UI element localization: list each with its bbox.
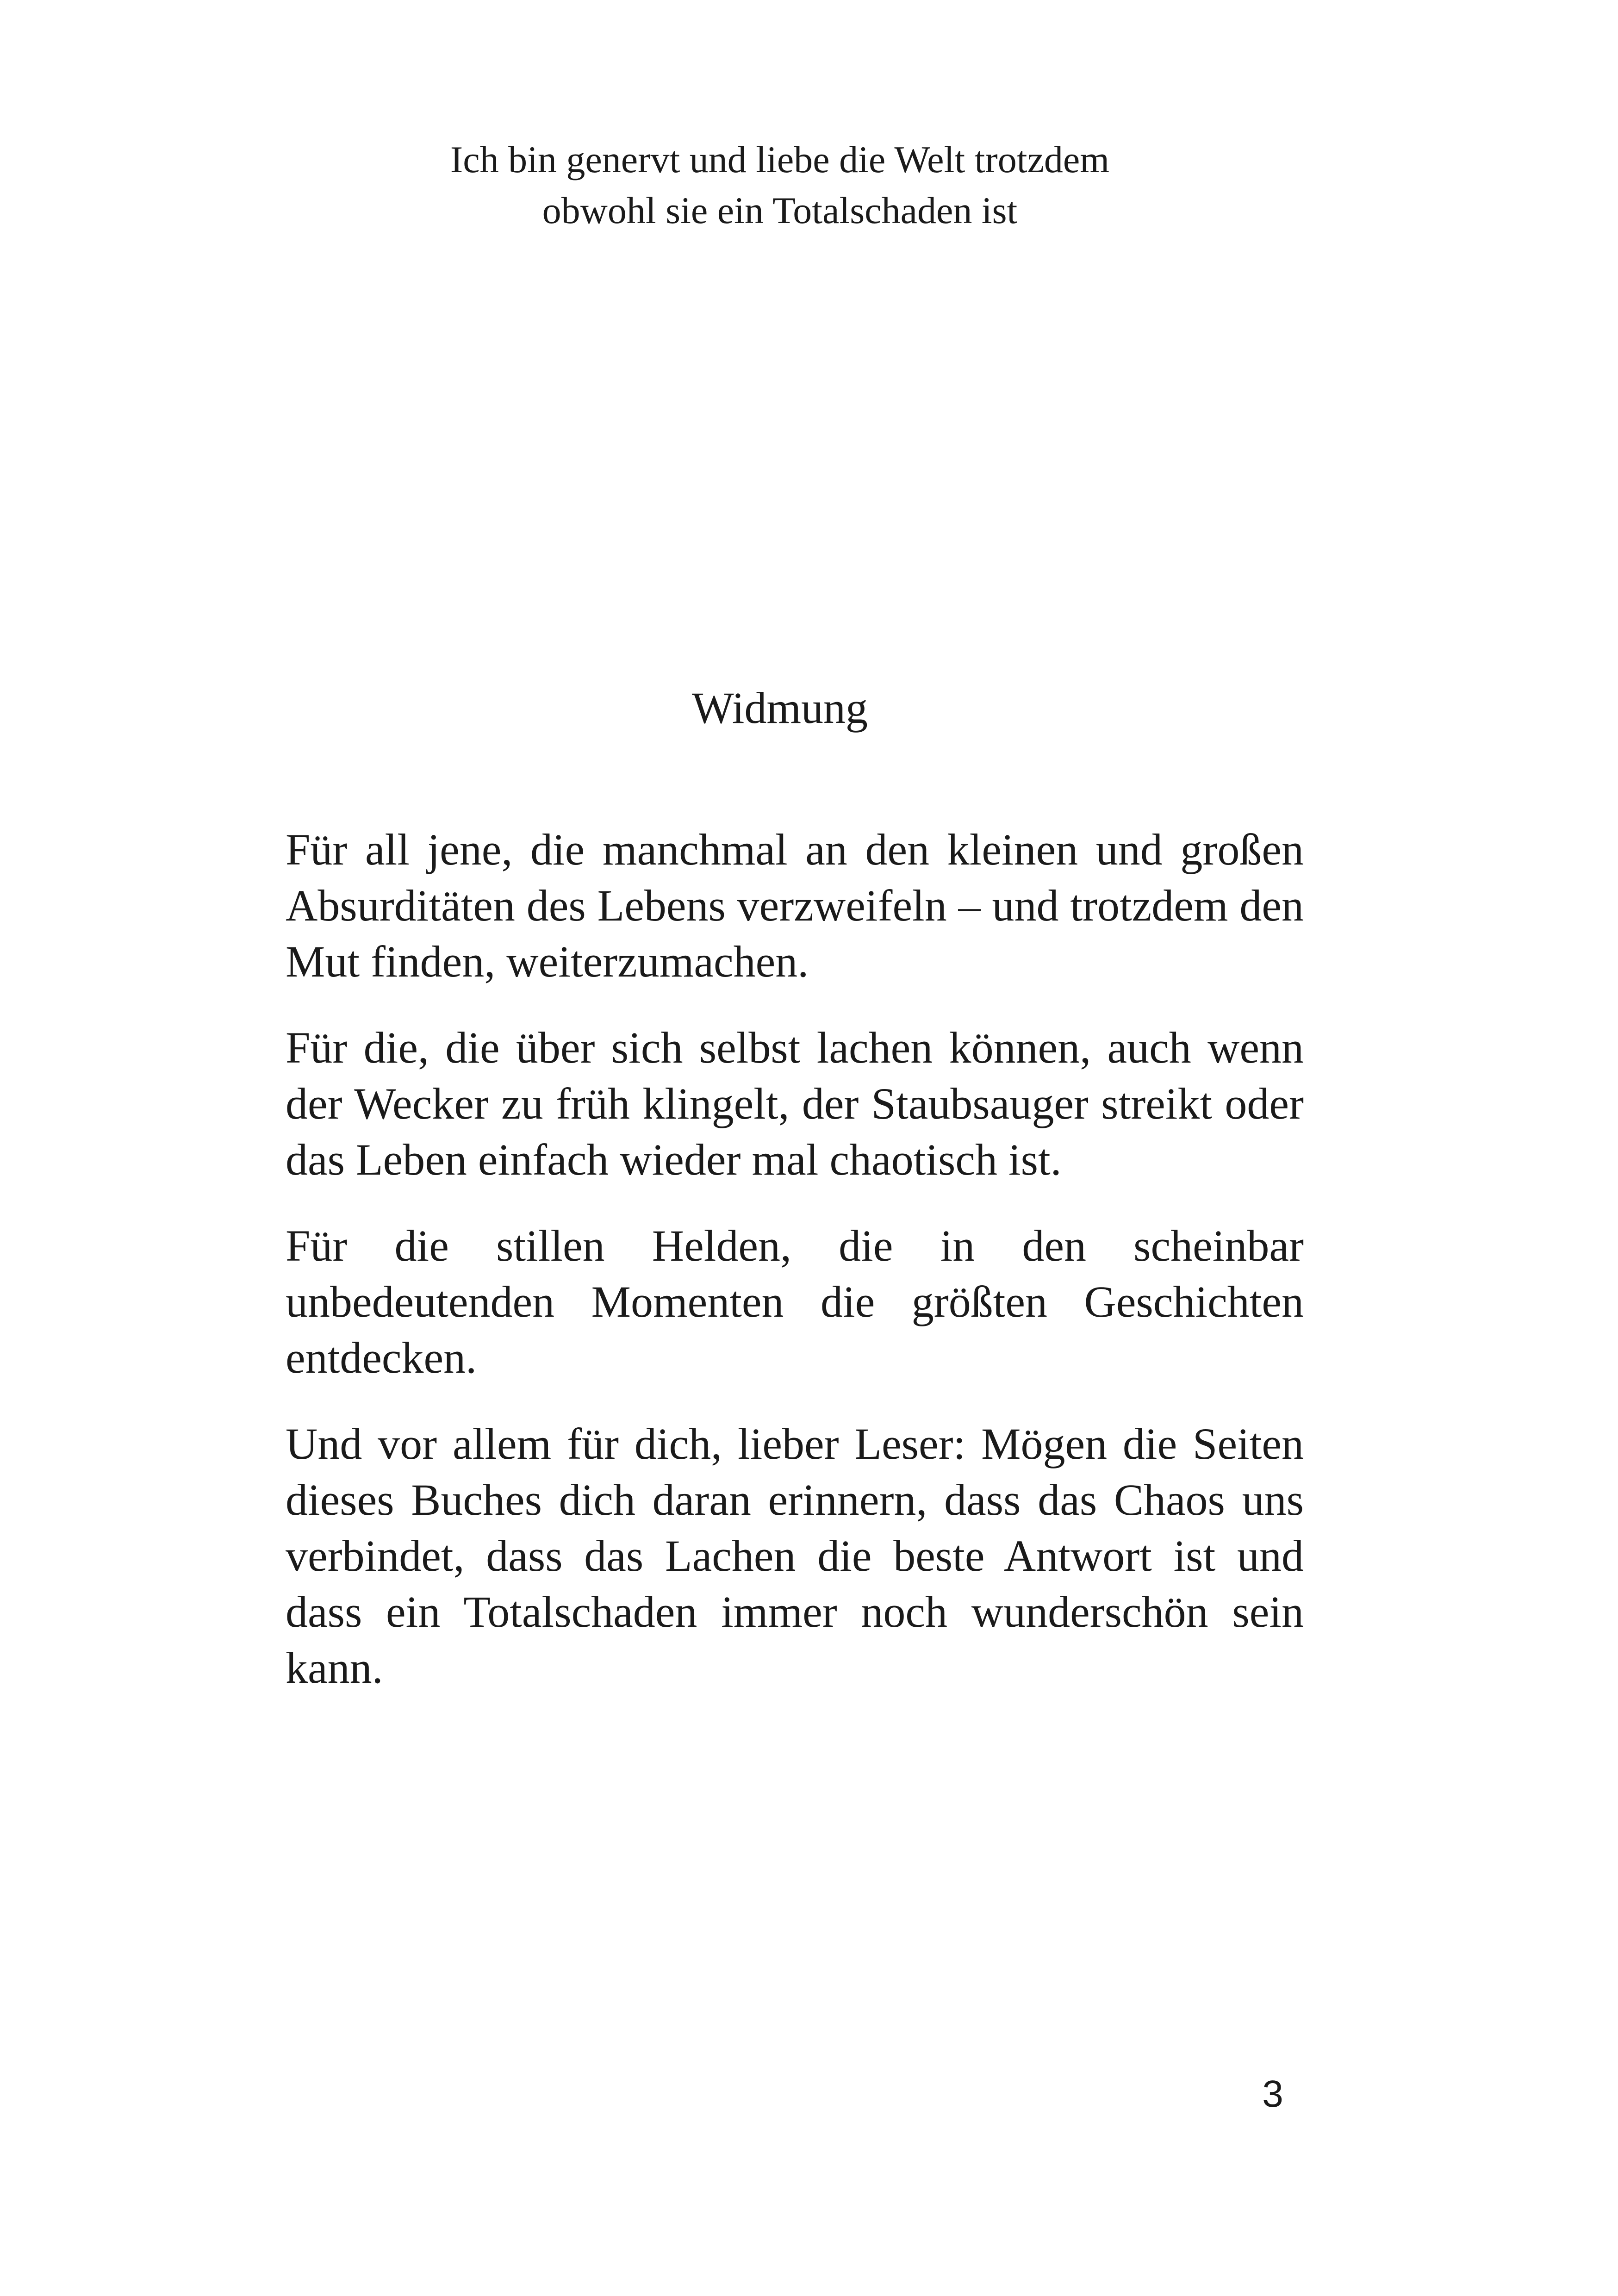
- dedication-paragraph: Für all jene, die manchmal an den kleinen und großen Absurditäten des Lebens verzweifeln – und trotzdem den Mut finden, weiterzumachen.: [286, 825, 1304, 986]
- page-number: 3: [1262, 2073, 1283, 2115]
- dedication-paragraph: Und vor allem für dich, lieber Leser: Mögen die Seiten dieses Buches dich daran erinnern, dass das Chaos uns verbindet, dass das Lachen die beste Antwort ist und dass ein Totalschaden immer noch wunderschön sein kann.: [286, 1419, 1304, 1692]
- dedication-body: [286, 821, 1304, 1726]
- dedication-paragraph: Für die stillen Helden, die in den scheinbar unbedeutenden Momenten die größten Geschichten entdecken.: [286, 1221, 1304, 1382]
- dedication-paragraph: Für die, die über sich selbst lachen können, auch wenn der Wecker zu früh klingelt, der Staubsauger streikt oder das Leben einfach wieder mal chaotisch ist.: [286, 1023, 1304, 1184]
- book-title-line-2: obwohl sie ein Totalschaden ist: [542, 189, 1018, 231]
- dedication-heading: Widmung: [691, 683, 868, 733]
- running-header: [0, 134, 1560, 236]
- book-title-line-1: Ich bin genervt und liebe die Welt trotzdem: [450, 138, 1110, 180]
